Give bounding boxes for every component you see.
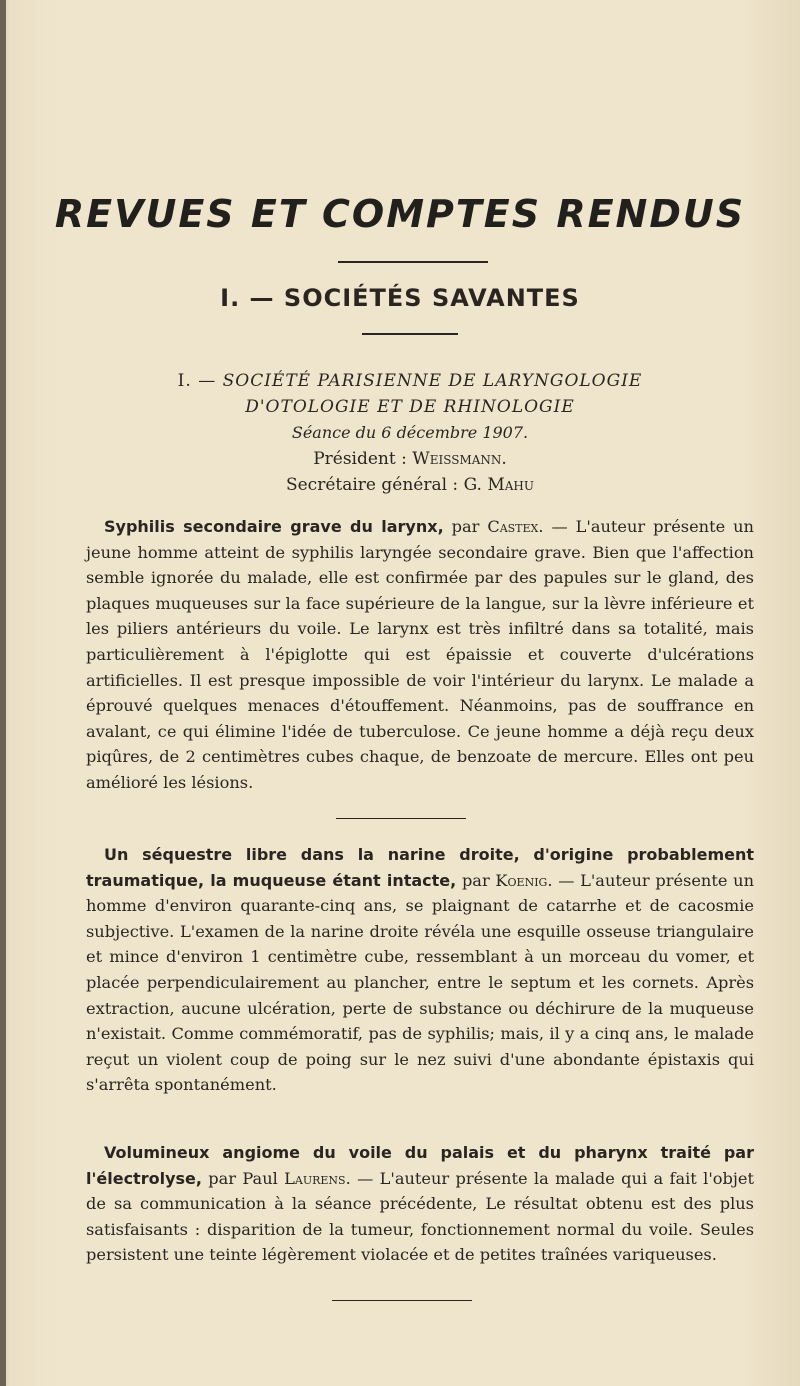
president-name: Weissmann. <box>412 449 507 469</box>
article-lead: Un séquestre libre dans la narine droite, d'origine probablement traumatique, la muqueuse étant intacte, <box>86 845 754 890</box>
article-author: Laurens <box>284 1168 346 1188</box>
article-lead: Volumineux angiome du voile du palais et du pharynx traité par l'électrolyse, <box>86 1143 754 1188</box>
article-angiome <box>86 1140 754 1268</box>
article-author: Castex <box>487 517 539 536</box>
society-name-line1 <box>90 368 730 394</box>
society-name-line2: D'OTOLOGIE ET DE RHINOLOGIE <box>245 397 575 417</box>
article-body: . — L'auteur présente un jeune homme atteint de syphilis laryngée secondaire grave. Bien que l'affection semble ignorée du malade, elle est confirmée par des papules sur le gland, des plaques muqueuses sur la face supérieure de la langue, sur la lèvre inférieure et les piliers antérieurs du voile. Le larynx est très infiltré dans sa totalité, mais particulièrement à l'épiglotte qui est épaissie et couverte d'ulcérations artificielles. Il est presque impossible de voir l'intérieur du larynx. Le malade a éprouvé quelques menaces d'étouffement. Néanmoins, pas de souffrance en avalant, ce qui élimine l'idée de tuberculose. Ce jeune homme a déjà reçu deux piqûres, de 2 centimètres cubes chaque, de benzoate de mercure. Elles ont peu amélioré les lésions. <box>86 517 754 792</box>
section-title: I. — SOCIÉTÉS SAVANTES <box>220 284 580 312</box>
title-rule <box>338 261 488 263</box>
article-syphilis <box>86 514 754 796</box>
seance-date: Séance du 6 décembre 1907. <box>291 423 529 442</box>
section-rule <box>362 333 458 335</box>
society-name: SOCIÉTÉ PARISIENNE DE LARYNGOLOGIE <box>222 371 643 391</box>
article-body: . — L'auteur présente la malade qui a fait l'objet de sa communication à la séance précédente, Le résultat obtenu est des plus satisfaisants : disparition de la tumeur, fonctionnement normal du voile. Seules persistent une teinte légèrement violacée et de petites traînées variqueuses. <box>86 1168 754 1265</box>
main-title: REVUES ET COMPTES RENDUS <box>54 192 746 236</box>
article-by: par Paul <box>201 1168 285 1188</box>
secretary-label: Secrétaire général : G. <box>285 475 488 495</box>
article-by: par <box>443 517 488 536</box>
secretary-line <box>90 472 730 498</box>
article-lead: Syphilis secondaire grave du larynx, <box>104 517 444 536</box>
separator-rule <box>336 818 466 819</box>
article-author: Koenig <box>495 870 548 890</box>
article-body: . — L'auteur présente un homme d'environ quarante-cinq ans, se plaignant de catarrhe et de cacosmie subjective. L'examen de la narine droite révéla une esquille osseuse triangulaire et mince d'environ 1 centimètre cube, ressemblant à un morceau du vomer, et placée perpendiculairement au plancher, entre le septum et les cornets. Après extraction, aucune ulcération, perte de substance ou déchirure de la muqueuse n'existait. Comme commémoratif, pas de syphilis; mais, il y a cinq ans, le malade reçut un violent coup de poing sur le nez suivi d'une abondante épistaxis qui s'arrêta spontanément. <box>86 870 755 1095</box>
article-sequestre <box>86 842 754 1098</box>
president-label: Président : <box>313 449 413 469</box>
article-by: par <box>456 870 496 890</box>
president-line <box>90 446 730 472</box>
society-header <box>90 368 730 498</box>
end-rule <box>332 1300 472 1301</box>
secretary-name: Mahu <box>487 475 535 495</box>
society-number: I. — <box>177 371 217 391</box>
